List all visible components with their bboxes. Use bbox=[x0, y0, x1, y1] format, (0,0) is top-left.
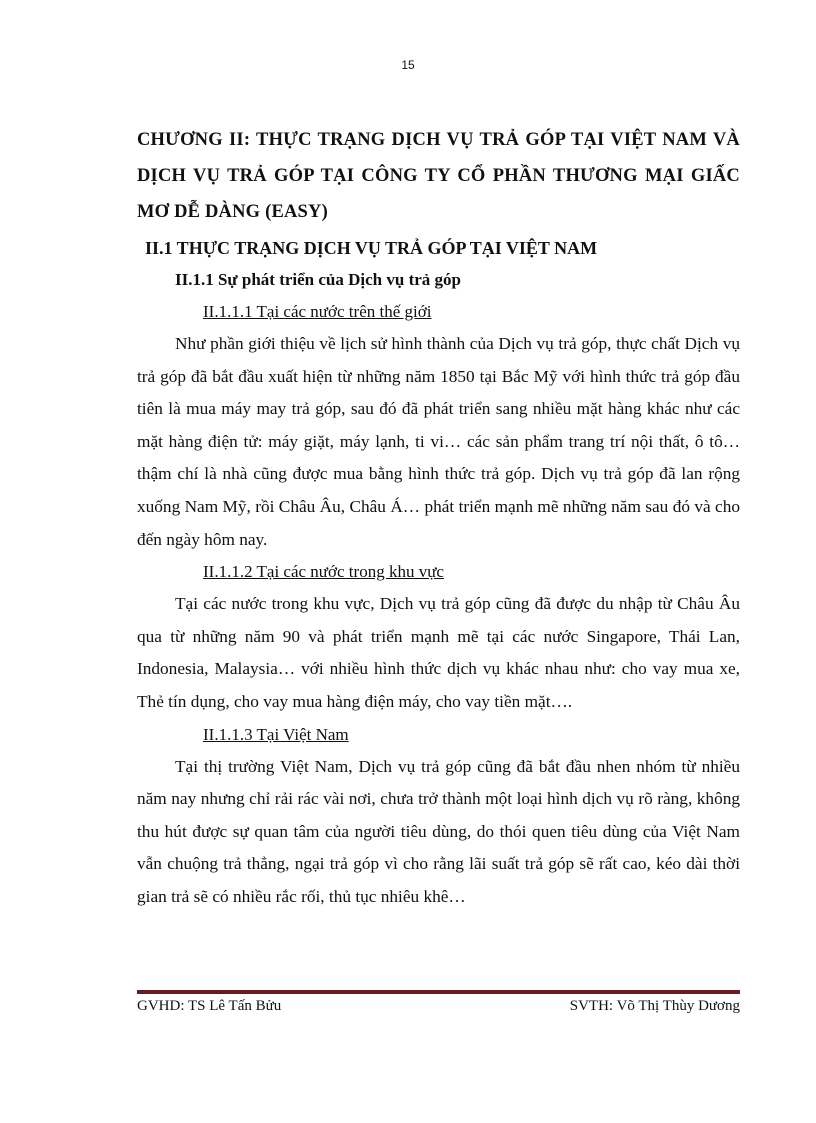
paragraph-world: Như phần giới thiệu về lịch sử hình thành của Dịch vụ trả góp, thực chất Dịch vụ trả góp đã bắt đầu xuất hiện từ những năm 1850 tại Bắc Mỹ với hình thức trả góp đầu tiên là mua máy may trả góp, sau đó đã phát triển sang nhiều mặt hàng khác như các mặt hàng điện tử: máy giặt, máy lạnh, ti vi… các sản phẩm trang trí nội thất, ô tô… thậm chí là nhà cũng được mua bằng hình thức trả góp. Dịch vụ trả góp đã lan rộng xuống Nam Mỹ, rồi Châu Âu, Châu Á… phát triển mạnh mẽ những năm sau đó và cho đến ngày hôm nay. bbox=[137, 334, 740, 549]
chapter-title: CHƯƠNG II: THỰC TRẠNG DỊCH VỤ TRẢ GÓP TẠI VIỆT NAM VÀ DỊCH VỤ TRẢ GÓP TẠI CÔNG TY CỔ PHẦN THƯƠNG MẠI GIẤC MƠ DỄ DÀNG (EASY) bbox=[137, 130, 740, 222]
page-number: 15 bbox=[401, 58, 415, 72]
subsection-heading: II.1.1 Sự phát triển của Dịch vụ trả góp bbox=[175, 270, 462, 289]
section-heading: II.1 THỰC TRẠNG DỊCH VỤ TRẢ GÓP TẠI VIỆT NAM bbox=[145, 238, 598, 258]
subsubsection-heading-region: II.1.1.2 Tại các nước trong khu vực bbox=[203, 562, 444, 582]
paragraph-region: Tại các nước trong khu vực, Dịch vụ trả góp cũng đã được du nhập từ Châu Âu qua từ những năm 90 và phát triển mạnh mẽ tại các nước Singapore, Thái Lan, Indonesia, Malaysia… với nhiều hình thức dịch vụ khác nhau như: cho vay mua xe, Thẻ tín dụng, cho vay mua hàng điện máy, cho vay tiền mặt…. bbox=[137, 594, 740, 711]
footer-advisor: GVHD: TS Lê Tấn Bửu bbox=[137, 998, 282, 1014]
paragraph-vietnam: Tại thị trường Việt Nam, Dịch vụ trả góp cũng đã bắt đầu nhen nhóm từ nhiều năm nay nhưng chỉ rải rác vài nơi, chưa trở thành một loại hình dịch vụ rõ ràng, không thu hút được sự quan tâm của người tiêu dùng, do thói quen tiêu dùng của Việt Nam vẫn chuộng trả thẳng, ngại trả góp vì cho rằng lãi suất trả góp sẽ rất cao, kéo dài thời gian trả sẽ có nhiều rắc rối, thủ tục nhiêu khê… bbox=[137, 756, 740, 906]
footer-divider bbox=[137, 990, 740, 994]
subsubsection-heading-vietnam: II.1.1.3 Tại Việt Nam bbox=[203, 724, 349, 744]
document-body bbox=[137, 122, 740, 914]
footer-student: SVTH: Võ Thị Thùy Dương bbox=[569, 998, 740, 1014]
subsubsection-heading-world: II.1.1.1 Tại các nước trên thế giới bbox=[203, 302, 432, 321]
